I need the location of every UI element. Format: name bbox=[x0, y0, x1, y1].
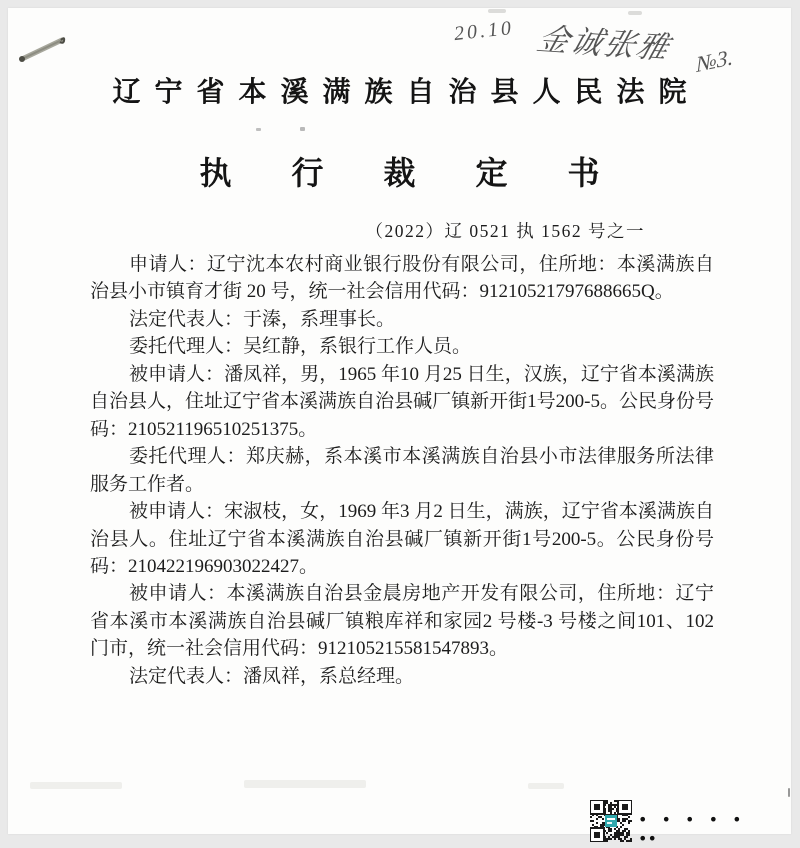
party-paragraph-respondent-2: 被申请人：宋淑枝，女，1969 年3 月2 日生，满族，辽宁省本溪满族自治县人。住址辽宁省本溪满族自治县碱厂镇新开街1号200-5。公民身份号码：210422196903022427。 bbox=[90, 501, 714, 577]
party-paragraph-applicant: 申请人：辽宁沈本农村商业银行股份有限公司，住所地：本溪满族自治县小市镇育才街 20 号，统一社会信用代码：91210521797688665Q。 bbox=[90, 254, 714, 303]
handwritten-date: 20.10 bbox=[452, 16, 515, 46]
party-paragraph-respondent-1: 被申请人：潘凤祥，男，1965 年10 月25 日生，汉族，辽宁省本溪满族自治县人，住址辽宁省本溪满族自治县碱厂镇新开街1号200-5。公民身份号码：210521196510251375。 bbox=[90, 363, 714, 440]
document-title: 执 行 裁 定 书 bbox=[199, 155, 626, 191]
document-page bbox=[8, 8, 791, 848]
scan-speck bbox=[788, 788, 790, 797]
dot-separator-row: • • • • • •• bbox=[638, 810, 742, 848]
case-number: （2022）辽 0521 执 1562 号之一 bbox=[365, 221, 645, 241]
party-paragraph-agent: 委托代理人：吴红静，系银行工作人员。 bbox=[128, 336, 471, 358]
scan-smudge bbox=[30, 782, 122, 789]
scan-smudge bbox=[528, 783, 564, 789]
handwritten-number: №3. bbox=[695, 43, 734, 78]
scan-smudge bbox=[628, 11, 642, 15]
scan-speck bbox=[300, 127, 305, 131]
qr-code bbox=[590, 800, 632, 842]
document-body bbox=[90, 251, 714, 690]
scan-speck bbox=[256, 128, 261, 131]
party-paragraph-legal-rep: 法定代表人：于溱，系理事长。 bbox=[128, 308, 395, 330]
party-paragraph-respondent-3: 被申请人：本溪满族自治县金晨房地产开发有限公司，住所地：辽宁省本溪市本溪满族自治县碱厂镇粮库祥和家园2 号楼-3 号楼之间101、102 门市，统一社会信用代码：912105215581547893。 bbox=[90, 583, 714, 660]
staple-mark-icon bbox=[16, 30, 72, 66]
scan-smudge bbox=[488, 9, 506, 13]
party-paragraph-agent-2: 委托代理人：郑庆赫，系本溪市本溪满族自治县小市法律服务所法律服务工作者。 bbox=[90, 446, 714, 495]
handwritten-signature: 金诚张雅 bbox=[533, 21, 675, 66]
court-name-title: 辽宁省本溪满族自治县人民法院 bbox=[112, 77, 701, 108]
party-paragraph-legal-rep-2: 法定代表人：潘凤祥，系总经理。 bbox=[128, 665, 414, 687]
scan-smudge bbox=[244, 780, 366, 788]
